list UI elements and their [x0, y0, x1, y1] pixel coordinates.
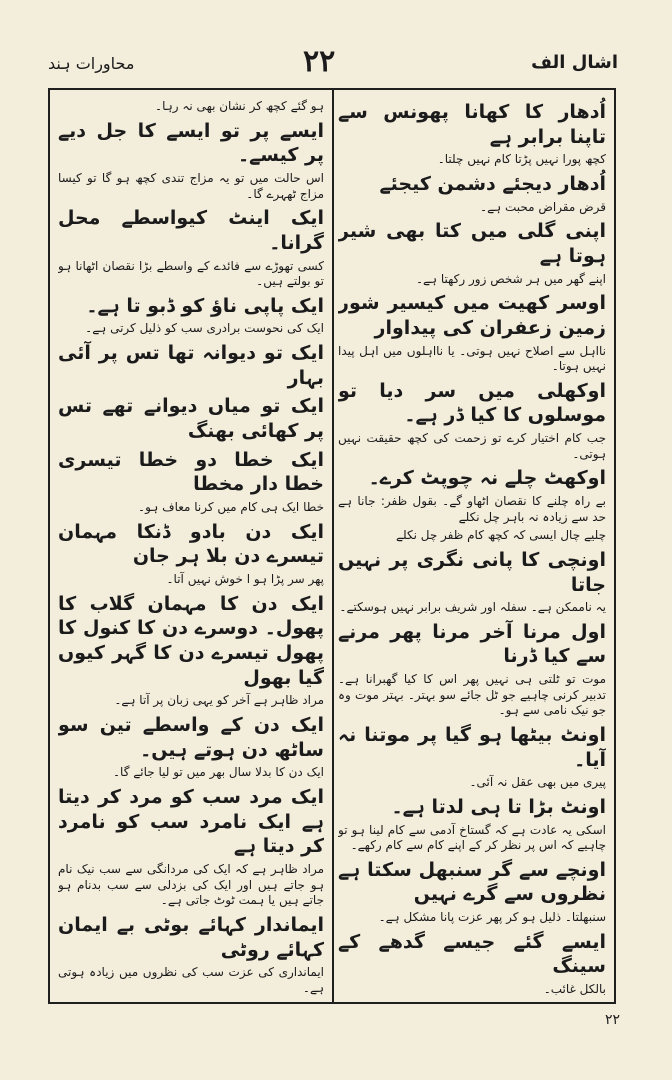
proverb-explanation: کسی تھوڑے سے فائدے کے واسطے بڑا نقصان اٹھانا ہو تو بولتے ہیں۔ — [58, 258, 324, 289]
proverb-explanation: ایک دن کا بدلا سال بھر میں تو لیا جائے گا۔ — [113, 765, 324, 780]
proverb-explanation: ایمانداری کی عزت سب کی نظروں میں زیادہ ہوتی ہے۔ — [58, 965, 324, 995]
header-title-right: اشال الف — [531, 52, 618, 73]
proverb-explanation: اپنے گھر میں ہر شخص زور رکھتا ہے۔ — [415, 271, 606, 286]
proverb-explanation: ہو گئے کچھ کر نشان بھی نہ رہا۔ — [155, 99, 324, 113]
proverb-explanation: موت تو ٹلتی ہی نہیں پھر اس کا کیا گھبرانا ہے۔ تدبیر کرنی چاہیے جو ٹل جائے سو بہتر۔ بہتر موت وہ جو نیک نامی سے ہو۔ — [338, 672, 606, 718]
proverb-explanation: کچھ پورا نہیں پڑتا کام نہیں چلتا۔ — [437, 152, 606, 167]
proverb-heading: ایک تو دیوانہ تھا تس پر آئی بہار — [58, 342, 324, 389]
column-divider — [332, 90, 334, 1002]
proverb-explanation: چلیے چال ایسی کہ کچھ کام ظفر چل نکلے — [395, 528, 606, 543]
proverb-heading: اول مرنا آخر مرنا پھر مرنے سے کیا ڈرنا — [338, 620, 606, 668]
proverb-explanation: اس حالت میں تو یہ مزاج تندی کچھ ہو گا تو کیسا مزاج ٹھہرے گا۔ — [58, 170, 324, 201]
proverb-explanation: ایک کی نحوست برادری سب کو ذلیل کرتی ہے۔ — [85, 321, 324, 336]
proverb-heading: ایسے پر تو ایسے کا جل دیے پر کیسے۔ — [58, 119, 324, 167]
proverb-heading: اوسر کھیت میں کیسیر شور زمین زعفران کی پیداوار — [338, 292, 606, 339]
proverb-explanation: نااہل سے اصلاح نہیں ہوتی۔ یا نااہلوں میں اہل پیدا نہیں ہوتا۔ — [338, 343, 606, 374]
proverb-heading: ایسے گئے جیسے گدھے کے سینگ — [338, 930, 606, 978]
proverb-heading: اونٹ بڑا تا ہی لدتا ہے۔ — [391, 795, 606, 818]
proverb-heading: اونچی کا پانی نگری پر نہیں جاتا — [338, 548, 606, 596]
proverb-heading: ایک خطا دو خطا تیسری خطا دار مخطا — [58, 448, 324, 496]
proverb-heading: ایک تو میاں دیوانے تھے تس پر کھائی بھنگ — [58, 395, 324, 443]
footer-page-number: ۲۲ — [604, 1012, 620, 1028]
proverb-explanation: خطا ایک ہی کام میں کرنا معاف ہو۔ — [138, 500, 324, 515]
page-header — [48, 44, 618, 84]
proverb-heading: اونچے سے گر سنبھل سکتا ہے نظروں سے گرے نہیں — [338, 858, 606, 906]
proverb-explanation: بالکل غائب۔ — [543, 982, 606, 996]
proverb-explanation: مراد ظاہر ہے کہ ایک کی مردانگی سے سب نیک نام ہو جاتے ہیں اور ایک کی بزدلی سے سب بدنام ہو جاتے ہیں یا ہمت ٹوٹ جاتی ہے۔ — [58, 862, 324, 908]
proverb-explanation: یہ ناممکن ہے۔ سفلہ اور شریف برابر نہیں ہوسکتے۔ — [339, 600, 606, 615]
proverb-explanation: جب کام اختیار کرے تو زحمت کی کچھ حقیقت نہیں ہوتی۔ — [338, 431, 606, 461]
proverb-heading: اُدھار دیجئے دشمن کیجئے — [379, 172, 606, 195]
proverb-heading: اوکھلی میں سر دیا تو موسلوں کا کیا ڈر ہے۔ — [338, 379, 606, 427]
text-frame — [48, 88, 616, 1004]
proverb-explanation: پیری میں بھی عقل نہ آئی۔ — [469, 775, 606, 790]
proverb-explanation: قرض مقراض محبت ہے۔ — [480, 199, 606, 214]
proverb-heading: ایک دن کا مہمان گلاب کا پھول۔ دوسرے دن کا کنول کا پھول تیسرے دن کا گہر کیوں گیا بھول — [58, 592, 324, 689]
proverb-heading: اوکھٹ چلے نہ چوپٹ کرے۔ — [368, 467, 606, 490]
proverb-heading: ایک دن کے واسطے تین سو ساٹھ دن ہوتے ہیں۔ — [58, 714, 324, 761]
left-column — [58, 96, 324, 996]
proverb-heading: اونٹ بیٹھا ہو گیا پر موتنا نہ آیا۔ — [338, 723, 606, 771]
proverb-heading: ایک دن بادو ڈنکا مہمان تیسرے دن بلا ہر جان — [58, 520, 324, 568]
proverb-explanation: مراد ظاہر ہے آخر کو یہی زبان پر آتا ہے۔ — [114, 693, 324, 708]
proverb-explanation: اسکی یہ عادت ہے کہ گستاخ آدمی سے کام لینا ہو تو چاہیے کہ اس پر نظر کر کے اپنے کام سے کام رکھے۔ — [338, 822, 606, 853]
header-title-left: محاورات ہند — [48, 54, 135, 73]
proverb-heading: ایک مرد سب کو مرد کر دیتا ہے ایک نامرد سب کو نامرد کر دیتا ہے — [58, 786, 324, 858]
proverb-heading: ایک پاپی ناؤ کو ڈبو تا ہے۔ — [86, 294, 324, 317]
proverb-explanation: سنبھلتا۔ ذلیل ہو کر پھر عزت پانا مشکل ہے۔ — [378, 910, 606, 925]
proverb-heading: اپنی گلی میں کتا بھی شیر ہوتا ہے — [338, 220, 606, 267]
proverb-explanation: پھر سر پڑا ہو ا خوش نہیں آتا۔ — [166, 572, 324, 587]
proverb-explanation: بے راہ چلنے کا نقصان اٹھاو گے۔ بقول ظفر: جانا ہے حد سے زیادہ نہ باہر چل نکلے — [338, 494, 606, 524]
proverb-heading: اُدھار کا کھانا پھونس سے تاپنا برابر ہے — [338, 101, 606, 148]
proverb-heading: ایک اینٹ کیواسطے محل گرانا۔ — [58, 207, 324, 254]
proverb-heading: ایماندار کہائے بوٹی بے ایمان کہائے روٹی — [58, 913, 324, 961]
header-page-number: ۲۲ — [303, 44, 336, 79]
right-column — [338, 96, 606, 996]
